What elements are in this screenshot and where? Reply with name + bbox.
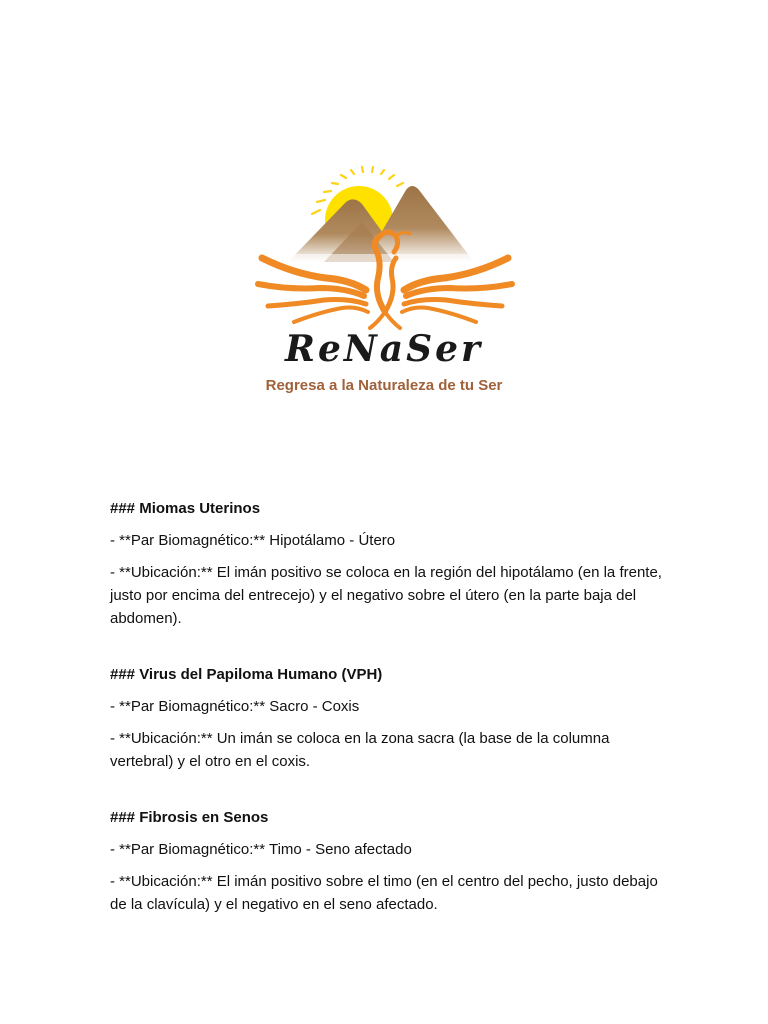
- location-line: - **Ubicación:** Un imán se coloca en la zona sacra (la base de la columna vertebral) y el otro en el coxis.: [110, 730, 610, 770]
- biomagnetic-pair-line: - **Par Biomagnético:** Sacro - Coxis: [110, 698, 360, 715]
- location-line: - **Ubicación:** El imán positivo sobre el timo (en el centro del pecho, justo debajo de la clavícula) y el negativo en el seno afectado.: [110, 873, 658, 913]
- section-vph: [110, 663, 670, 773]
- location-line: - **Ubicación:** El imán positivo se coloca en la región del hipotálamo (en la frente, justo por encima del entrecejo) y el negativo sobre el útero (en la parte baja del abdomen).: [110, 564, 662, 627]
- document-body: [110, 497, 670, 949]
- brand-tagline: Regresa a la Naturaleza de tu Ser: [265, 377, 503, 394]
- section-heading: ### Virus del Papiloma Humano (VPH): [110, 666, 383, 683]
- section-fibrosis-senos: [110, 806, 670, 916]
- section-heading: ### Fibrosis en Senos: [110, 809, 269, 826]
- biomagnetic-pair-line: - **Par Biomagnético:** Timo - Seno afectado: [110, 841, 412, 858]
- renaser-logo: [254, 162, 516, 332]
- biomagnetic-pair-line: - **Par Biomagnético:** Hipotálamo - Útero: [110, 532, 396, 549]
- section-miomas-uterinos: [110, 497, 670, 630]
- brand-name: ReNaSer: [285, 328, 483, 370]
- section-heading: ### Miomas Uterinos: [110, 500, 261, 517]
